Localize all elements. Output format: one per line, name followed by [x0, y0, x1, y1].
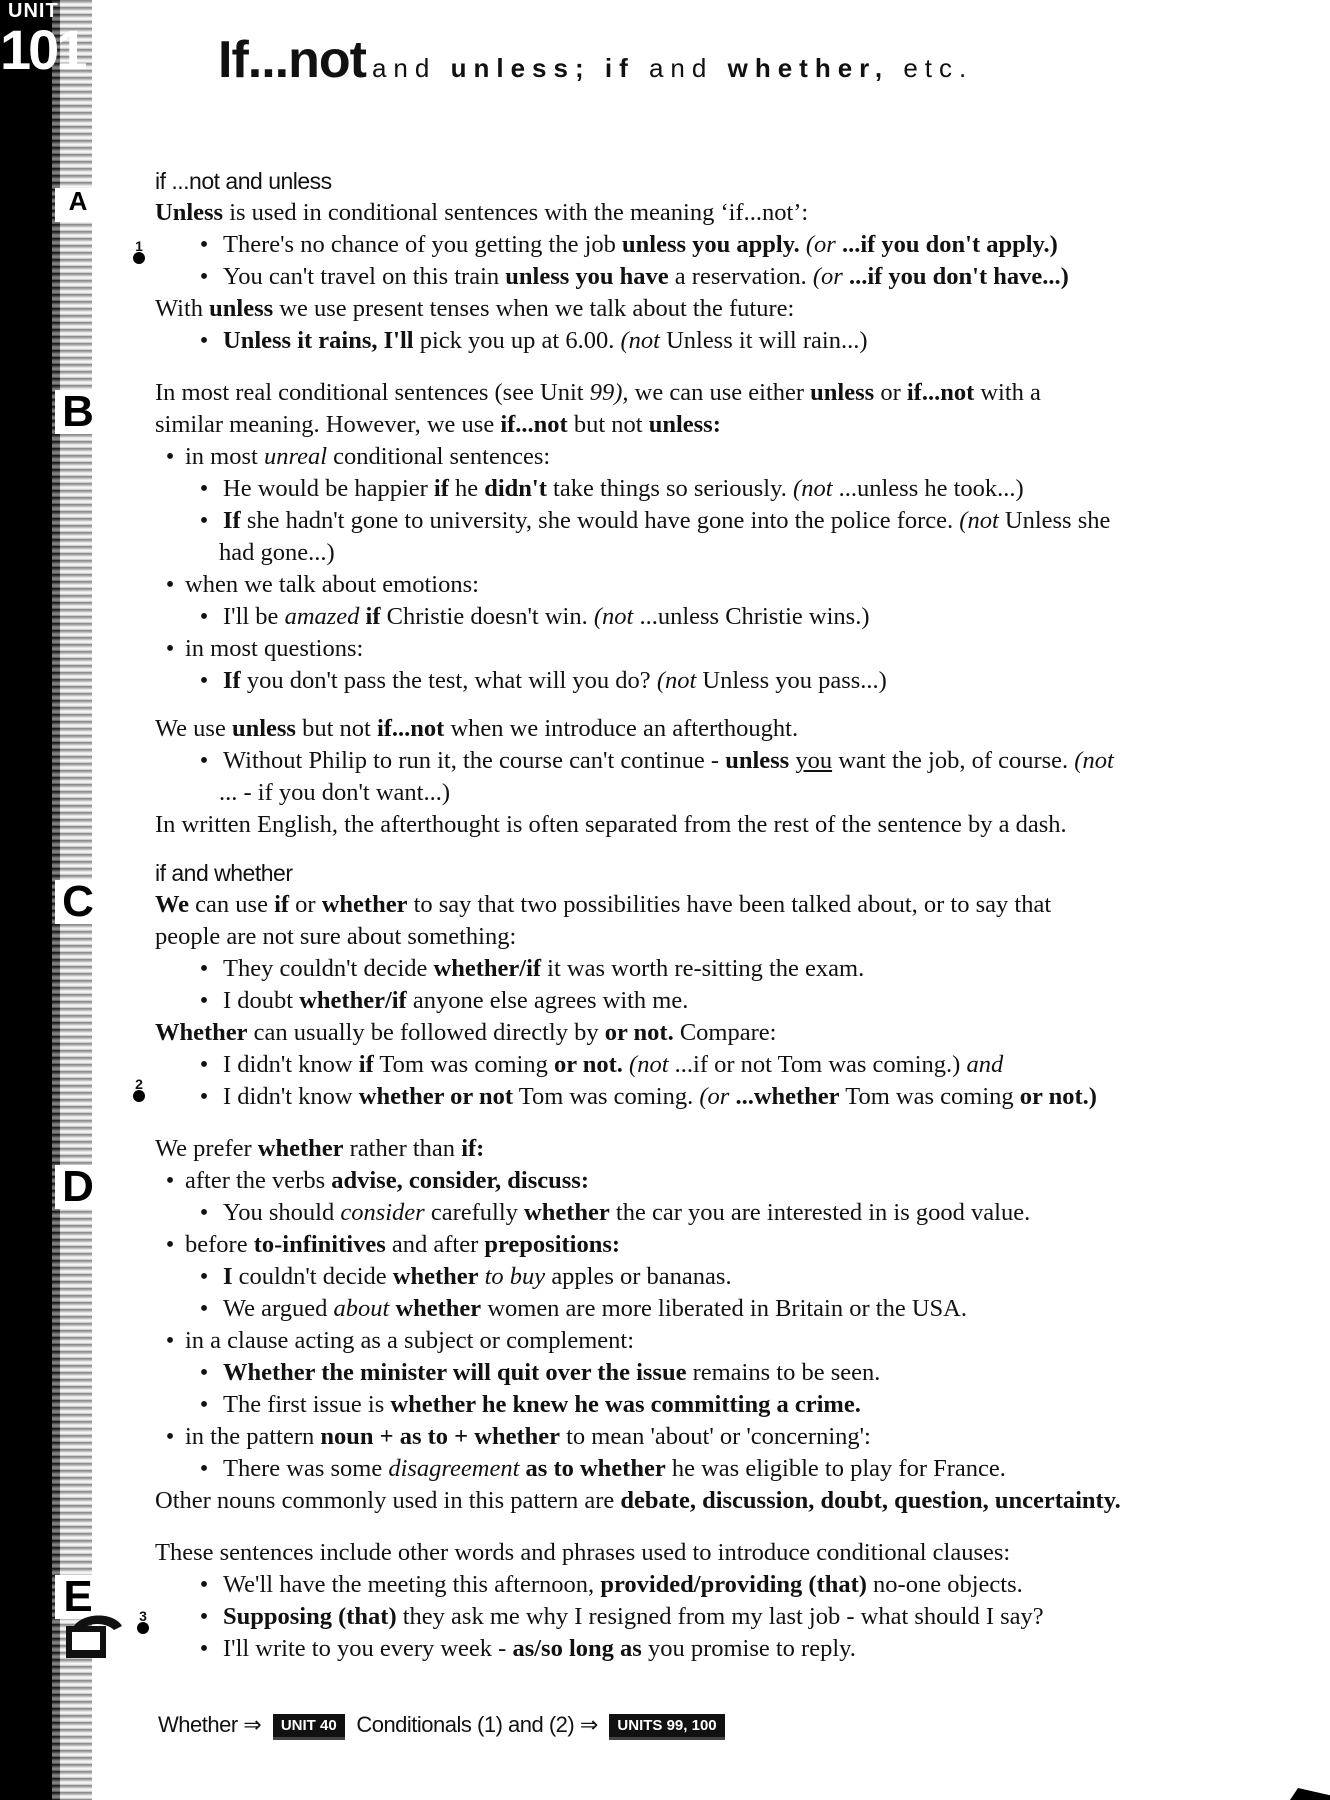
- example-item: • I doubt whether/if anyone else agrees with me.: [155, 985, 1275, 1017]
- example-item: • You can't travel on this train unless you have a reservation. (or ...if you don't have...): [155, 261, 1275, 293]
- example-item: • We argued about whether women are more liberated in Britain or the USA.: [155, 1293, 1275, 1325]
- arrow-icon: ⇒: [579, 1712, 598, 1737]
- section-b-intro-cont: similar meaning. However, we use if...not but not unless:: [155, 411, 721, 438]
- section-c-intro-cont: people are not sure about something:: [155, 923, 517, 950]
- example-item: • They couldn't decide whether/if it was worth re-sitting the exam.: [155, 953, 1275, 985]
- section-a-intro: Unless is used in conditional sentences with the meaning ‘if...not’:: [155, 199, 809, 226]
- unit-number: 101: [0, 18, 85, 81]
- example-item: • I'll be amazed if Christie doesn't win. (not ...unless Christie wins.): [155, 601, 1275, 633]
- example-item: • If you don't pass the test, what will you do? (not Unless you pass...): [155, 665, 1275, 697]
- study-note-icon-3: 3: [132, 1608, 154, 1634]
- rule-item: • in most questions:: [155, 633, 1275, 665]
- afterthought-rule: We use unless but not if...not when we introduce an afterthought.: [155, 715, 799, 742]
- unit-label: UNIT: [8, 0, 59, 22]
- lesson-body: [155, 165, 1275, 1665]
- page-title: If...not and unless; if and whether, etc.: [218, 31, 974, 89]
- example-item: • The first issue is whether he knew he was committing a crime.: [155, 1389, 1275, 1421]
- example-item: • I'll write to you every week - as/so long as you promise to reply.: [155, 1633, 1275, 1665]
- section-c-heading: if and whether: [155, 860, 293, 886]
- section-c-rule: Whether can usually be followed directly by or not. Compare:: [155, 1019, 777, 1046]
- study-note-icon-1: 1: [128, 238, 150, 264]
- arrow-icon: ⇒: [243, 1712, 262, 1737]
- afterthought-note: In written English, the afterthought is often separated from the rest of the sentence by a dash.: [155, 811, 1067, 838]
- section-e-intro: These sentences include other words and phrases used to introduce conditional clauses:: [155, 1539, 1011, 1566]
- rule-item: • before to-infinitives and after prepositions:: [155, 1229, 1275, 1261]
- binding-strip: [0, 0, 60, 1800]
- rule-item: • when we talk about emotions:: [155, 569, 1275, 601]
- example-item: • I didn't know if Tom was coming or not. (not ...if or not Tom was coming.) and: [155, 1049, 1275, 1081]
- rule-item: • after the verbs advise, consider, discuss:: [155, 1165, 1275, 1197]
- section-marker-b: B: [55, 390, 101, 434]
- unit-link-badge[interactable]: UNIT 40: [273, 1714, 345, 1740]
- rule-item: • in most unreal conditional sentences:: [155, 441, 1275, 473]
- example-item: • Unless it rains, I'll pick you up at 6.00. (not Unless it will rain...): [155, 325, 1275, 357]
- example-item: • He would be happier if he didn't take things so seriously. (not ...unless he took...): [155, 473, 1275, 505]
- section-marker-d: D: [55, 1165, 101, 1209]
- example-item-cont: had gone...): [219, 539, 335, 566]
- example-item: • I didn't know whether or not Tom was coming. (or ...whether Tom was coming or not.): [155, 1081, 1275, 1113]
- cross-reference-footer: Whether ⇒ UNIT 40 Conditionals (1) and (2) ⇒ UNITS 99, 100: [158, 1712, 731, 1740]
- section-a-rule: With unless we use present tenses when we talk about the future:: [155, 295, 795, 322]
- example-item-cont: ... - if you don't want...): [219, 779, 451, 806]
- units-link-badge[interactable]: UNITS 99, 100: [609, 1714, 724, 1740]
- other-nouns-note: Other nouns commonly used in this pattern are debate, discussion, doubt, question, uncertainty.: [155, 1487, 1121, 1514]
- example-item: • Without Philip to run it, the course can't continue - unless you want the job, of course. (not: [155, 745, 1275, 777]
- section-c-intro: We can use if or whether to say that two possibilities have been talked about, or to say that: [155, 891, 1052, 918]
- telephone-icon: [64, 1612, 124, 1660]
- example-item: • If she hadn't gone to university, she would have gone into the police force. (not Unless she: [155, 505, 1275, 537]
- page-corner-mark: [1290, 1788, 1330, 1800]
- study-note-icon-2: 2: [128, 1076, 150, 1102]
- rule-item: • in the pattern noun + as to + whether to mean 'about' or 'concerning':: [155, 1421, 1275, 1453]
- section-d-intro: We prefer whether rather than if:: [155, 1135, 485, 1162]
- example-item: • There was some disagreement as to whether he was eligible to play for France.: [155, 1453, 1275, 1485]
- example-item: • You should consider carefully whether the car you are interested in is good value.: [155, 1197, 1275, 1229]
- section-marker-c: C: [55, 880, 101, 924]
- example-item: • There's no chance of you getting the job unless you apply. (or ...if you don't apply.): [155, 229, 1275, 261]
- section-marker-e: E: [55, 1575, 101, 1619]
- rule-item: • in a clause acting as a subject or complement:: [155, 1325, 1275, 1357]
- section-marker-a: A: [55, 188, 101, 222]
- example-item: • Supposing (that) they ask me why I resigned from my last job - what should I say?: [155, 1601, 1275, 1633]
- example-item: • We'll have the meeting this afternoon, provided/providing (that) no-one objects.: [155, 1569, 1275, 1601]
- example-item: • Whether the minister will quit over the issue remains to be seen.: [155, 1357, 1275, 1389]
- section-b-intro: In most real conditional sentences (see Unit 99), we can use either unless or if...not with a: [155, 379, 1041, 406]
- section-a-heading: if ...not and unless: [155, 168, 332, 194]
- example-item: • I couldn't decide whether to buy apples or bananas.: [155, 1261, 1275, 1293]
